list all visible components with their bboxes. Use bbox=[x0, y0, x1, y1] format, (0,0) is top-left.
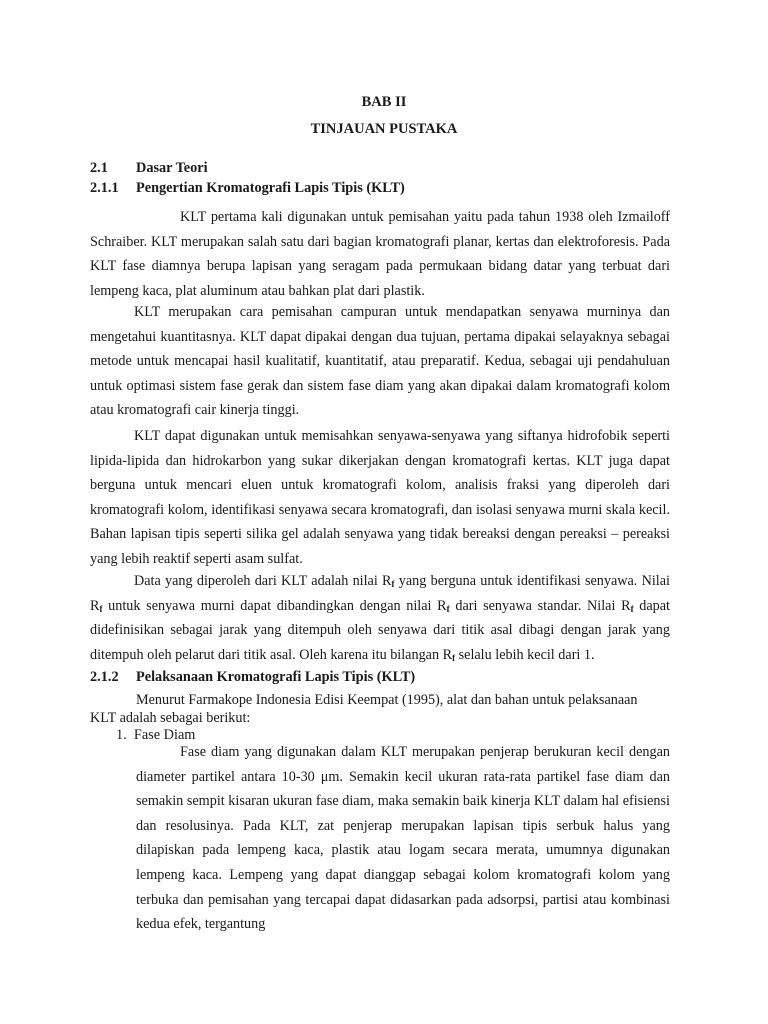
section-heading-2-1-2 bbox=[90, 669, 415, 686]
paragraph-6: Fase diam yang digunakan dalam KLT merupakan penjerap berukuran kecil dengan diameter partikel antara 10-30 μm. Semakin kecil ukuran rata-rata partikel fase diam dan semakin sempit kisaran ukuran fase diam, maka semakin baik kinerja KLT dalam hal efisiensi dan resolusinya. Pada KLT, zat penjerap merupakan lapisan tipis serbuk halus yang dilapiskan pada lempeng kaca, plastik atau logam secara merata, umumnya digunakan lempeng kaca. Lempeng yang dapat dianggap sebagai kolom kromatografi kolom yang terbuka dan pemisahan yang tercapai dapat didasarkan pada adsorpsi, partisi atau kombinasi kedua efek, tergantung bbox=[136, 744, 670, 933]
rf-subscript: f bbox=[630, 603, 634, 614]
section-heading-2-1 bbox=[90, 160, 208, 177]
rf-subscript: f bbox=[99, 603, 103, 614]
rf-subscript: f bbox=[446, 603, 450, 614]
paragraph-3: KLT dapat digunakan untuk memisahkan senyawa-senyawa yang siftanya hidrofobik seperti lipida-lipida dan hidrokarbon yang sukar dikerjakan dengan kromatografi kertas. KLT juga dapat berguna untuk mencari eluen untuk kromatografi kolom, analisis fraksi yang diperoleh dari kromatografi kolom, identifikasi senyawa secara kromatografi, dan isolasi senyawa murni skala kecil. Bahan lapisan tipis seperti silika gel adalah senyawa yang tidak bereaksi dengan pereaksi – pereaksi yang lebih reaktif seperti asam sulfat. bbox=[90, 428, 670, 567]
section-title: Dasar Teori bbox=[136, 160, 208, 176]
paragraph-4: Data yang diperoleh dari KLT adalah nilai $R_f$ yang berguna untuk identifikasi senyawa. Nilai $R_f$ untuk senyawa murni dapat dibandingkan dengan nilai $R_f$ dari senyawa standar. Nilai $R_f$ dapat didefinisikan sebagai jarak yang ditempuh oleh senyawa dari titik asal dibagi dengan jarak yang ditempuh oleh pelarut dari titik asal. Oleh karena itu bilangan $R_f$ selalu lebih kecil dari 1. bbox=[90, 573, 670, 663]
section-number: 2.1 bbox=[90, 160, 108, 176]
section-heading-2-1-1 bbox=[90, 180, 405, 197]
section-number: 2.1.2 bbox=[90, 669, 119, 685]
rf-subscript: f bbox=[391, 579, 395, 589]
section-title: Pengertian Kromatografi Lapis Tipis (KLT) bbox=[136, 180, 405, 196]
list-item-fase-diam: 1. Fase Diam bbox=[116, 727, 196, 743]
rf-subscript: f bbox=[452, 652, 456, 663]
section-title: Pelaksanaan Kromatografi Lapis Tipis (KLT) bbox=[136, 669, 416, 685]
chapter-label: BAB II bbox=[361, 94, 407, 110]
paragraph-2: KLT merupakan cara pemisahan campuran untuk mendapatkan senyawa murninya dan mengetahui kuantitasnya. KLT dapat dipakai dengan dua tujuan, pertama dipakai selayaknya sebagai metode untuk mencapai hasil kualitatif, kuantitatif, atau preparatif. Kedua, sebagai uji pendahuluan untuk optimasi sistem fase gerak dan sistem fase diam yang akan dipakai dalam kromatografi kolom atau kromatografi cair kinerja tinggi. bbox=[90, 304, 670, 419]
paragraph-1: KLT pertama kali digunakan untuk pemisahan yaitu pada tahun 1938 oleh Izmailoff Schraiber. KLT merupakan salah satu dari bagian kromatografi planar, kertas dan elektroforesis. Pada KLT fase diamnya berupa lapisan yang seragam pada permukaan bidang datar yang terbuat dari lempeng kaca, plat aluminum atau bahkan plat dari plastik. bbox=[90, 209, 670, 299]
paragraph-5: Menurut Farmakope Indonesia Edisi Keempat (1995), alat dan bahan untuk pelaksanaan KLT adalah sebagai berikut: bbox=[90, 692, 638, 726]
section-number: 2.1.1 bbox=[90, 180, 119, 196]
chapter-title: TINJAUAN PUSTAKA bbox=[310, 121, 458, 137]
